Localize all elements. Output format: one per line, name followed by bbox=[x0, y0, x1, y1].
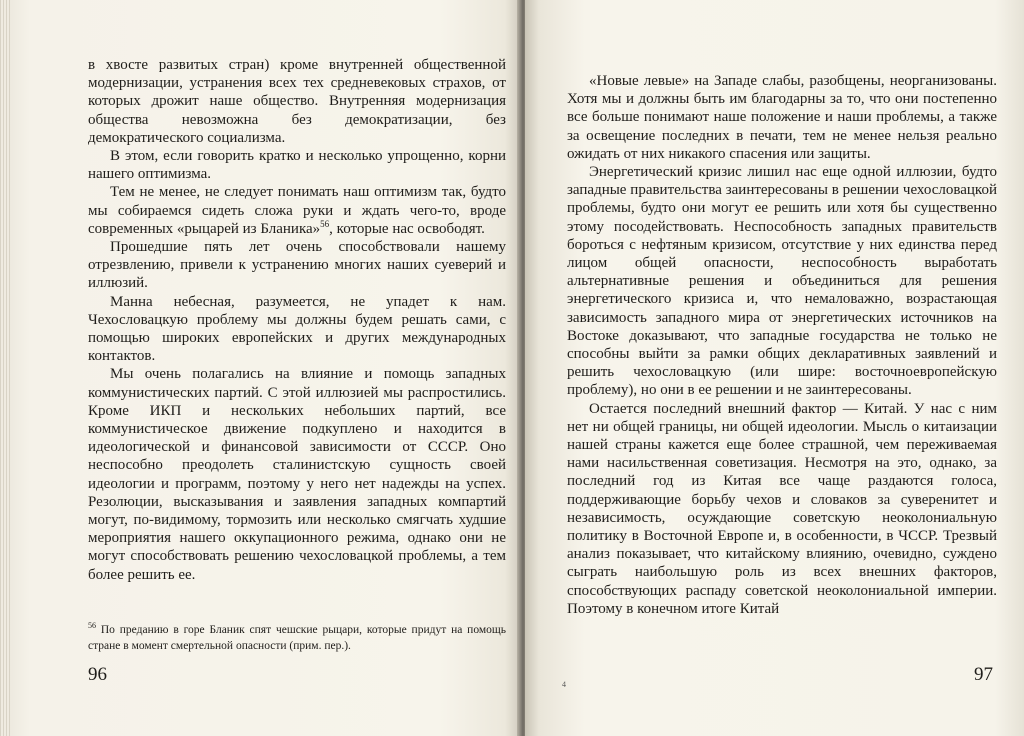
footnote-number: 56 bbox=[88, 621, 96, 631]
paragraph: «Новые левые» на Западе слабы, разобщены, неорганизованы. Хотя мы и должны быть им благодарны за то, что они постепенно все больше понимают наше положение и наши проблемы, а также за освещение последних в печати, тем не менее нельзя реально ожидать от них никакого спасения или защиты. bbox=[567, 73, 997, 162]
paragraph: Остается последний внешний фактор — Китай. У нас с ним нет ни общей границы, ни общей идеологии. Мысль о китаизации нашей страны кажется еще более страшной, чем переживаемая нами насильственная советизация. Несмотря на это, однако, за последний год из Китая все чаще раздаются голоса, поддерживающие борьбу чехов и словаков за суверенитет и независимость, осуждающие советскую неоколониальную политику в Восточной Европе и, в особенности, в ЧССР. Трезвый анализ показывает, что китайскому влиянию, очевидно, суждено сыграть наибольшую роль из всех внешних факторов, способствующих распаду советской неоколониальной империи. Поэтому в конечном итоге Китай bbox=[567, 400, 997, 617]
page-edge-stack bbox=[0, 0, 10, 736]
footnote-text: По преданию в горе Бланик спят чешские рыцари, которые придут на помощь стране в момент смертельной опасности (прим. пер.). bbox=[88, 624, 506, 652]
paragraph: В этом, если говорить кратко и несколько упрощенно, корни нашего оптимизма. bbox=[88, 148, 506, 183]
left-page-body bbox=[88, 56, 506, 584]
paragraph: Прошедшие пять лет очень способствовали нашему отрезвлению, привели к устранению многих наших суеверий и иллюзий. bbox=[88, 239, 506, 292]
right-page bbox=[525, 0, 1024, 736]
paragraph: в хвосте развитых стран) кроме внутренней общественной модернизации, устранения всех тех средневековых страхов, от которых дрожит наше общество. Внутренняя модернизация общества невозможна без демократизации, без демократического социализма. bbox=[88, 57, 506, 146]
paragraph: Манна небесная, разумеется, не упадет к нам. Чехословацкую проблему мы должны будем решать сами, с помощью широких европейских и других международных контактов. bbox=[88, 293, 506, 365]
paragraph-text: Тем не менее, не следует понимать наш оптимизм так, будто мы собираемся сидеть сложа руки и ждать чего-то, вроде современных «рыцарей из Бланика» bbox=[88, 184, 506, 237]
paragraph: Мы очень полагались на влияние и помощь западных коммунистических партий. С этой иллюзией мы распростились. Кроме ИКП и нескольких небольших партий, все коммунистическое движение подкуплено и находится в идеологической и финансовой зависимости от СССР. Оно неспособно преодолеть сталинистскую сущность своей идеологии и программ, поэтому у него нет надежды на успех. Резолюции, высказывания и заявления западных компартий могут, по-видимому, тормозить или несколько смягчать худшие мероприятия нашего оккупационного режима, однако они не могут способствовать решению чехословацкой проблемы, а тем более решить ее. bbox=[88, 366, 506, 583]
paragraph: Энергетический кризис лишил нас еще одной иллюзии, будто западные правительства заинтересованы в решении чехословацкой проблемы, будто они могут ее решить или хотя бы существенно этому посодействовать. Неспособность западных правительств бороться с нефтяным кризисом, отсутствие у них единства перед лицом общей опасности, неспособность выработать альтернативные решения и объединиться для решения энергетического кризиса и, что немаловажно, возрастающая зависимость западного мира от энергетических источников на Востоке доказывают, что западные государства не только не способны выйти за рамки общих декларативных заявлений и решить чехословацкую (или шире: восточноевропейскую проблему), но они в ее решении и не заинтересованы. bbox=[567, 164, 997, 399]
paragraph-tail: , которые нас освободят. bbox=[329, 220, 485, 237]
paragraph-with-footnote-ref bbox=[88, 183, 506, 238]
page-number: 97 bbox=[974, 664, 993, 685]
footnote bbox=[88, 622, 506, 654]
signature-mark: 4 bbox=[562, 680, 566, 689]
page-number: 96 bbox=[88, 664, 107, 685]
right-page-body bbox=[567, 72, 997, 618]
footnote-reference: 56 bbox=[320, 218, 330, 229]
